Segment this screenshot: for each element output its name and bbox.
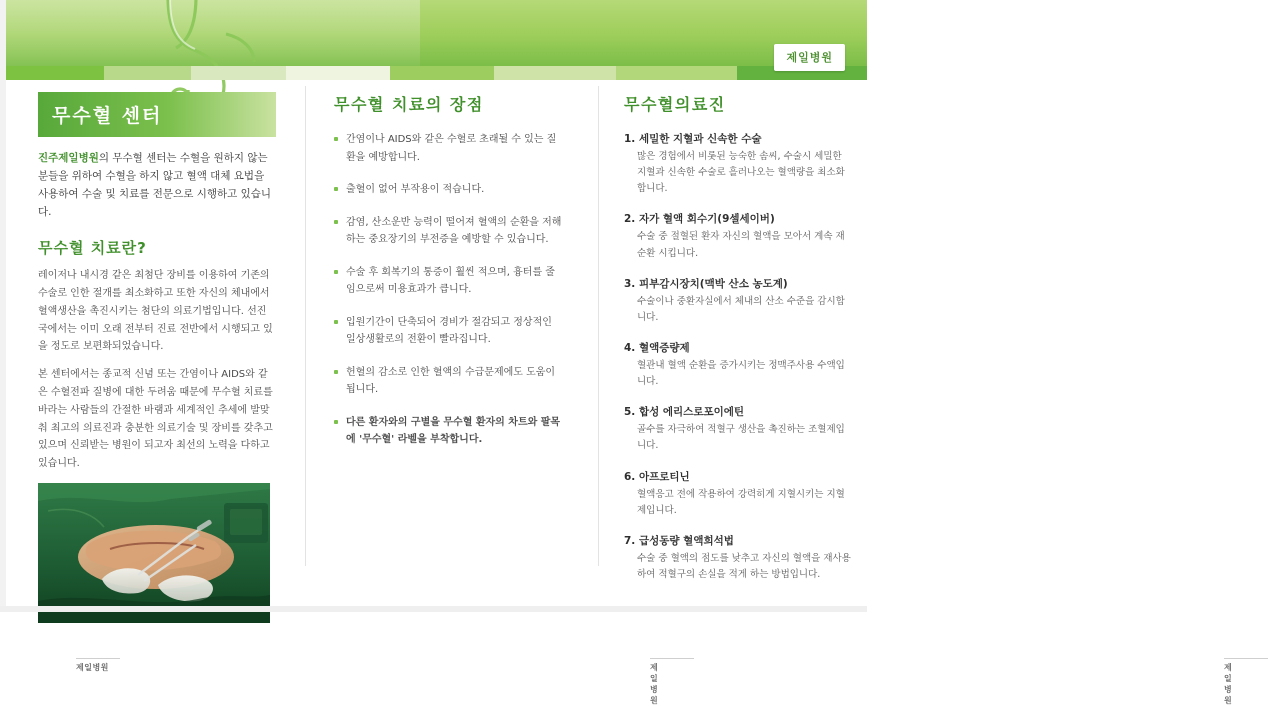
- method-name: 혈액증량제: [638, 341, 690, 354]
- method-name: 합성 에리스로포이에틴: [638, 406, 745, 419]
- footer-logo-1: 제일병원: [76, 658, 109, 673]
- column3-title: 무수혈의료진: [624, 95, 726, 114]
- hospital-badge-top: 제일병원: [774, 44, 845, 71]
- column-bloodless-center: [38, 92, 276, 672]
- column1-lead-rest: 의 무수혈 센터는 수혈을 원하지 않는 분들을 위하여 수혈을 하지 않고 혈액 대체 요법을 사용하여 수술 및 치료를 전문으로 시행하고 있습니다.: [38, 152, 272, 219]
- list-item: [624, 533, 852, 583]
- method-title: [624, 340, 852, 355]
- method-title: [624, 533, 852, 548]
- list-item: [624, 211, 852, 261]
- surgery-photo-illustration: [38, 483, 270, 623]
- list-item: [624, 340, 852, 390]
- method-number: 1.: [624, 133, 636, 145]
- method-title: [624, 131, 852, 146]
- method-title: [624, 211, 852, 226]
- method-number: 4.: [624, 341, 636, 354]
- list-item: 출혈이 없어 부작용이 적습니다.: [334, 181, 562, 199]
- column1-title: 무수혈 센터: [38, 92, 276, 137]
- page-edge-bottom: [0, 606, 867, 612]
- list-item: 간염이나 AIDS와 같은 수혈로 초래될 수 있는 질환을 예방합니다.: [334, 131, 562, 166]
- list-item-highlight: 다른 환자와의 구별을 무수혈 환자의 차트와 팔목에 '무수혈' 라벨을 부착합니다.: [334, 414, 562, 449]
- list-item: [624, 276, 852, 326]
- fold-line-2: [598, 86, 599, 566]
- method-title: [624, 404, 852, 419]
- method-body: 수술 중 절혈된 환자 자신의 혈액을 모아서 계속 재순환 시킵니다.: [637, 231, 845, 259]
- method-number: 3.: [624, 277, 636, 290]
- method-body: 많은 경험에서 비롯된 능숙한 솜씨, 수술시 세밀한 지혈과 신속한 수술로 흘러나오는 혈액량을 최소화 합니다.: [637, 151, 845, 195]
- list-item: 수술 후 회복기의 통증이 훨씬 적으며, 흉터를 줄임으로써 미용효과가 큽니다.: [334, 264, 562, 299]
- method-name: 자가 혈액 회수기(9셀세이버): [638, 213, 775, 226]
- column1-subhead: 무수혈 치료란?: [38, 239, 147, 258]
- list-item: [624, 404, 852, 454]
- method-body: 혈액응고 전에 작용하여 강력히게 지혈시키는 지혈제입니다.: [637, 488, 845, 516]
- footer-logo-2: 제일병원: [650, 658, 658, 706]
- advantages-list: [334, 131, 562, 449]
- page-edge-left: [0, 0, 6, 612]
- method-number: 7.: [624, 534, 636, 547]
- method-number: 6.: [624, 470, 636, 483]
- list-item: 입원기간이 단축되어 경비가 절감되고 정상적인 일상생활로의 전환이 빨라집니다.: [334, 314, 562, 349]
- fold-line-1: [305, 86, 306, 566]
- list-item: 헌혈의 감소로 인한 혈액의 수급문제에도 도움이 됩니다.: [334, 364, 562, 399]
- method-body: 골수를 자극하여 적혈구 생산을 촉진하는 조혈제입니다.: [637, 424, 845, 452]
- footer-logo-3: 제일병원: [1224, 658, 1232, 706]
- column1-lead: [38, 149, 276, 221]
- column-advantages: [334, 92, 659, 705]
- method-body: 혈관내 혈액 순환을 증가시키는 정맥주사용 수액입니다.: [637, 359, 845, 388]
- method-title: [624, 469, 852, 484]
- list-item: [624, 131, 852, 197]
- list-item: [624, 469, 852, 519]
- column2-title: 무수혈 치료의 장점: [334, 95, 484, 114]
- list-item: 감염, 산소운반 능력이 떨어져 혈액의 순환을 저해하는 중요장기의 부전증을 예방할 수 있습니다.: [334, 214, 562, 249]
- medical-methods-list: [624, 131, 852, 583]
- column1-paragraph-1: 레이저나 내시경 같은 최첨단 장비를 이용하여 기존의 수술로 인한 절개를 최소화하고 또한 자신의 체내에서 혈액생산을 촉진시키는 첨단의 의료기법입니다. 선진국에서는 이미 오래 전부터 진료 전반에서 시행되고 있을 정도로 보편화되었습니다.: [38, 270, 273, 353]
- method-name: 아프로티닌: [638, 470, 690, 483]
- method-number: 2.: [624, 213, 636, 226]
- column-medical-team: [624, 92, 1233, 705]
- column1-paragraph-2: 본 센터에서는 종교적 신념 또는 간염이나 AIDS와 같은 수혈전파 질병에 대한 두려움 때문에 무수혈 치료를 바라는 사람들의 간절한 바램과 세계적인 추세에 발맞춰 최고의 의료진과 충분한 의료기술 및 장비를 갖추고 있으며 신뢰받는 병원이 되고자 최선의 노력을 다하고 있습니다.: [38, 369, 273, 470]
- color-swatch-strip: [0, 66, 867, 80]
- header-band: [0, 0, 867, 78]
- method-name: 세밀한 지혈과 신속한 수술: [638, 133, 762, 145]
- method-number: 5.: [624, 406, 636, 419]
- method-name: 급성동량 혈액희석법: [638, 534, 734, 547]
- method-body: 수술이나 중환자실에서 체내의 산소 수준을 감시합니다.: [637, 295, 845, 323]
- method-body: 수술 중 혈액의 점도를 낮추고 자신의 혈액을 재사용하여 적혈구의 손실을 적게 하는 방법입니다.: [637, 552, 851, 580]
- column1-lead-strong: 진주제일병원: [38, 152, 99, 164]
- surgery-photo: [38, 483, 270, 623]
- method-title: [624, 276, 852, 291]
- method-name: 피부감시장치(맥박 산소 농도계): [638, 277, 788, 290]
